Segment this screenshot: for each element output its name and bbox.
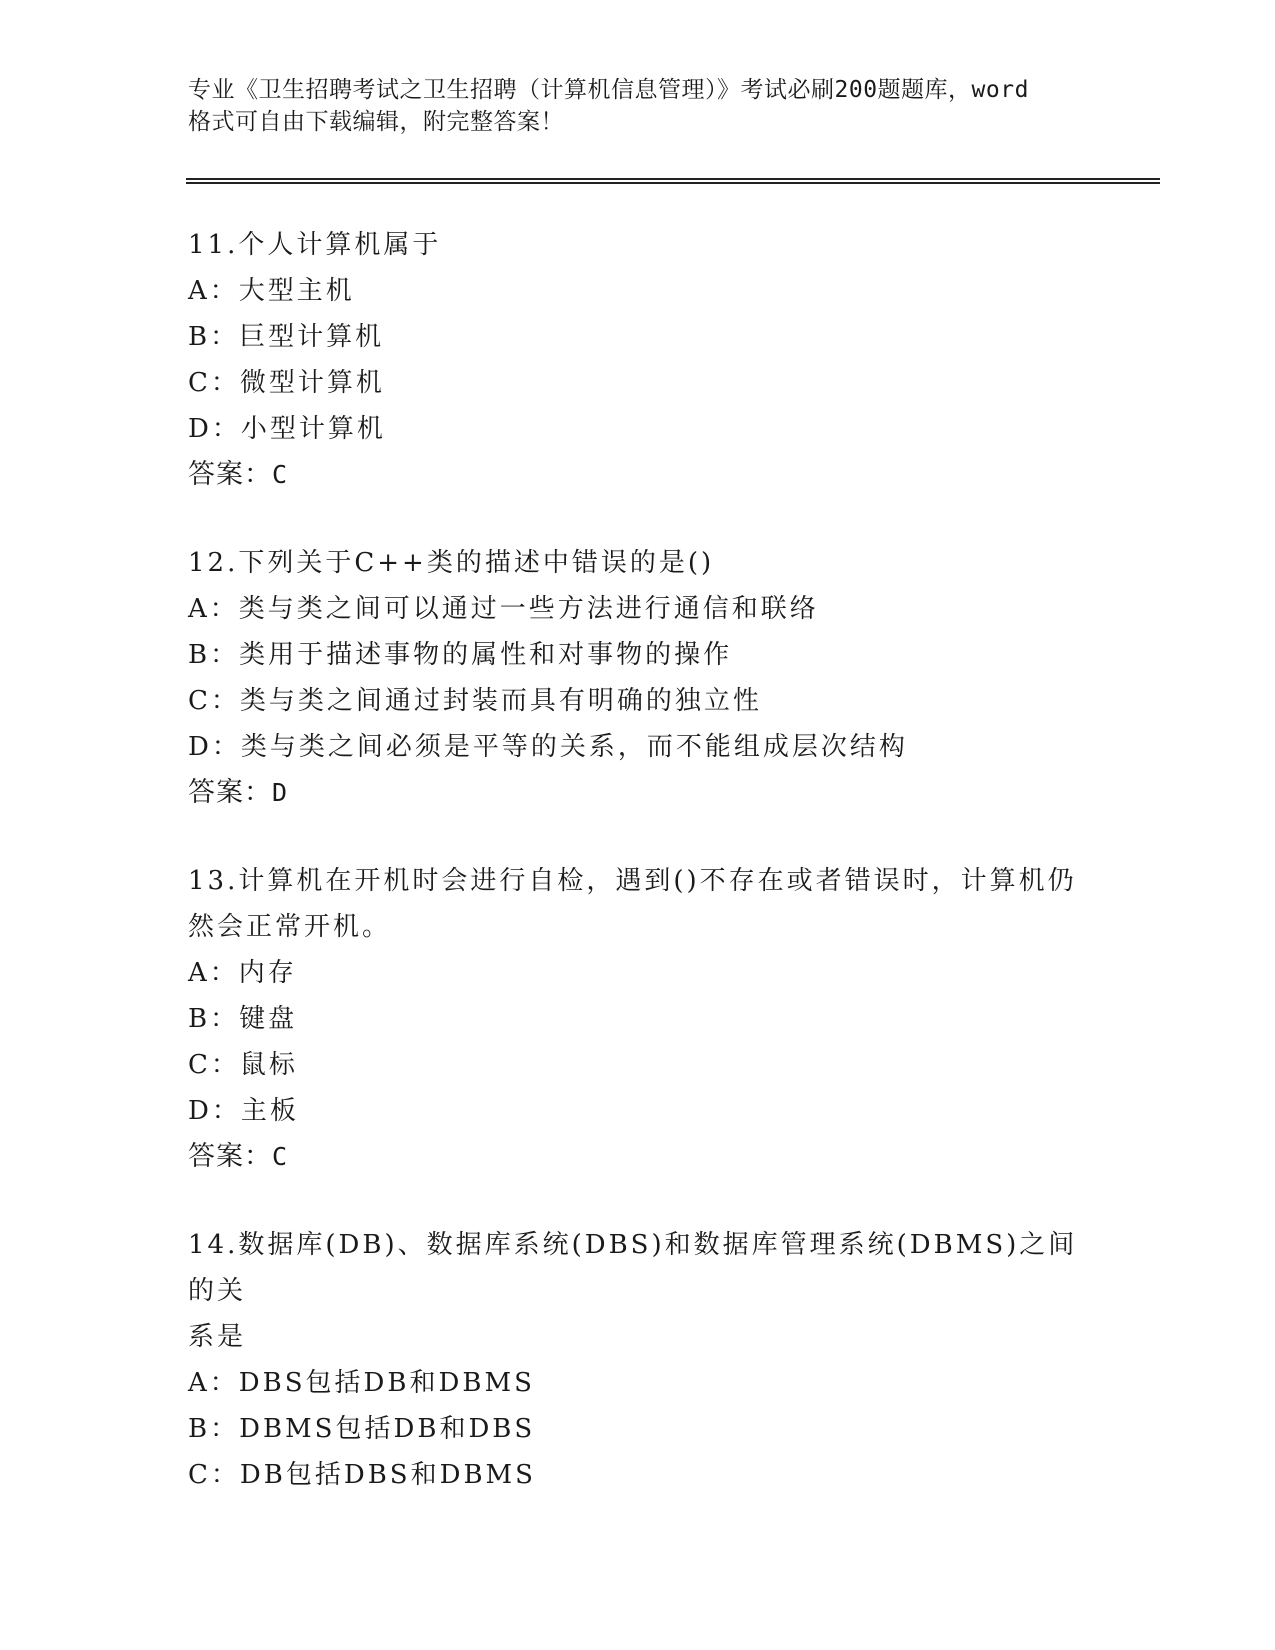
question-13 [188, 858, 1088, 1180]
option-b: B：DBMS包括DB和DBS [188, 1414, 536, 1444]
answer-label: 答案： [188, 1141, 272, 1172]
option-c: C：鼠标 [188, 1050, 298, 1080]
option-d: D：小型计算机 [188, 414, 386, 444]
option-d: D：类与类之间必须是平等的关系，而不能组成层次结构 [188, 732, 908, 762]
question-stem: 12.下列关于C++类的描述中错误的是() [188, 548, 715, 578]
header-divider [186, 178, 1160, 184]
option-b: B：巨型计算机 [188, 322, 385, 352]
option-c: C：微型计算机 [188, 368, 385, 398]
question-11 [188, 222, 1088, 498]
option-b: B：类用于描述事物的属性和对事物的操作 [188, 640, 733, 670]
option-b: B：键盘 [188, 1004, 298, 1034]
answer-line [188, 1134, 1088, 1180]
option-a: A：大型主机 [188, 276, 355, 306]
answer-label: 答案： [188, 459, 272, 490]
question-stem: 11.个人计算机属于 [188, 230, 442, 260]
answer-label: 答案： [188, 777, 272, 808]
answer-value: D [272, 778, 289, 807]
header-title-line-1: 专业《卫生招聘考试之卫生招聘（计算机信息管理）》考试必刷200题题库，word [188, 77, 1029, 103]
question-stem-line-1: 14.数据库(DB)、数据库系统(DBS)和数据库管理系统(DBMS)之间的关 [188, 1230, 1078, 1306]
question-14 [188, 1222, 1088, 1498]
question-stem-line-2: 系是 [188, 1322, 247, 1352]
option-a: A：类与类之间可以通过一些方法进行通信和联络 [188, 594, 819, 624]
answer-line [188, 452, 1088, 498]
option-c: C：DB包括DBS和DBMS [188, 1460, 536, 1490]
answer-value: C [272, 1142, 289, 1171]
header-title-line-2: 格式可自由下载编辑，附完整答案！ [188, 109, 564, 135]
answer-value: C [272, 460, 289, 489]
option-a: A：内存 [188, 958, 297, 988]
question-stem-line-2: 然会正常开机。 [188, 912, 392, 942]
answer-line [188, 770, 1088, 816]
question-stem-line-1: 13.计算机在开机时会进行自检，遇到()不存在或者错误时，计算机仍 [188, 866, 1077, 896]
option-d: D：主板 [188, 1096, 299, 1126]
option-c: C：类与类之间通过封装而具有明确的独立性 [188, 686, 762, 716]
document-header [188, 74, 1098, 138]
option-a: A：DBS包括DB和DBMS [188, 1368, 535, 1398]
question-12 [188, 540, 1088, 816]
